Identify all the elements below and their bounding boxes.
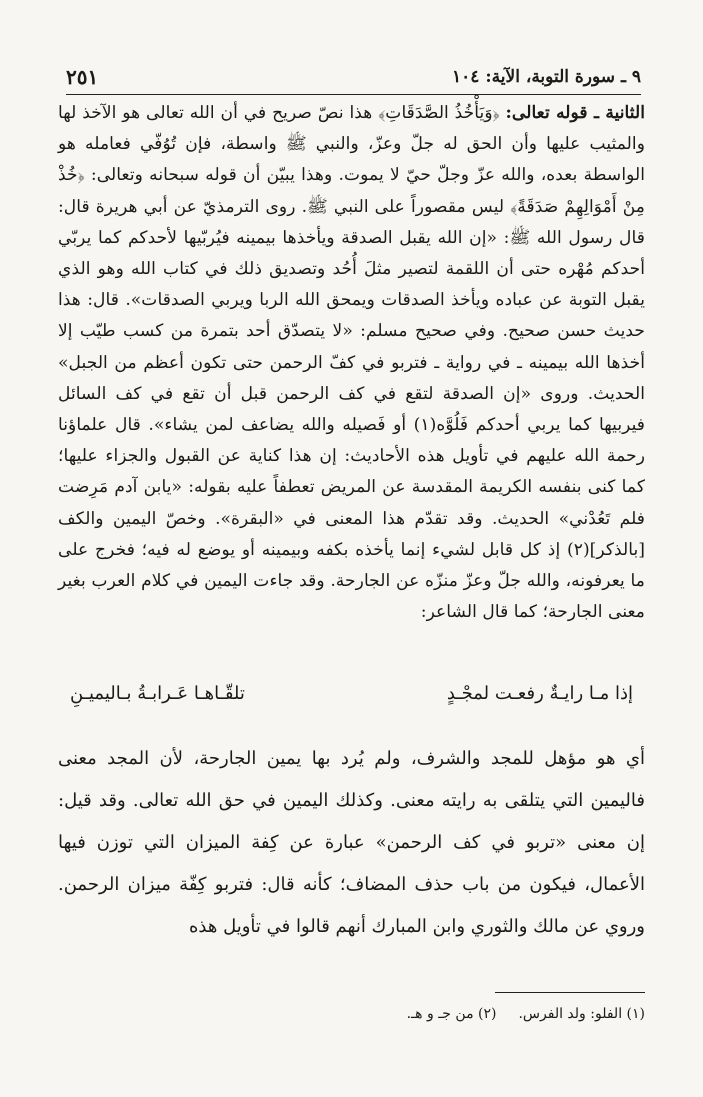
main-text-block-continued xyxy=(58,720,645,966)
footnote-1: (١) الفلو: ولد الفرس. xyxy=(518,1006,645,1022)
page-header xyxy=(66,60,641,95)
footnote-2: (٢) من جـ و هـ. xyxy=(406,1006,497,1022)
paragraph-text: ﴿وَيَأْخُذُ الصَّدَقَاتِ﴾ هذا نصّ صريح في أن الله تعالى هو الآخذ لها والمثيب عليها وأن الحق له جلّ وعزّ، والنبي ﷺ واسطة، فإن تُوُفّي فعامله هو الواسطة بعده، والله عزّ وجلّ حيّ لا يموت. وهذا يبيّن أن قوله سبحانه وتعالى: ﴿خُذْ مِنْ أَمْوَالِهِمْ صَدَقَةً﴾ ليس مقصوراً على النبي ﷺ. روى الترمذيّ عن أبي هريرة قال: قال رسول الله ﷺ: «إن الله يقبل الصدقة ويأخذها بيمينه فيُربّيها لأحدكم كما يربّي أحدكم مُهْره حتى أن اللقمة لتصير مثلَ أُحُد وتصديق ذلك في كتاب الله وهو الذي يقبل التوبة عن عباده ويأخذ الصدقات ويمحق الله الربا ويربي الصدقات». قال: هذا حديث حسن صحيح. وفي صحيح مسلم: «لا يتصدّق أحد بتمرة من كسب طيّب إلا أخذها الله بيمينه ـ في رواية ـ فتربو في كفّ الرحمن حتى تكون أعظم من الجبل» الحديث. وروى «إن الصدقة لتقع في كف الرحمن قبل أن تقع في كف السائل فيربيها كما يربي أحدكم فَلُوَّه(١) أو فَصيله والله يضاعف لمن يشاء». قال علماؤنا رحمة الله عليهم في تأويل هذه الأحاديث: إن هذا كناية عن القبول والجزاء عليها؛ كما كنى بنفسه الكريمة المقدسة عن المريض تعطفاً عليه بقوله: «يابن آدم مَرِضت فلم تَعُدْني» الحديث. وقد تقدّم هذا المعنى في «البقرة». وخصّ اليمين والكف [بالذكر](٢) إذ كل قابل لشيء إنما يأخذه بكفه وبيمينه أو يوضع له فيه؛ فخرج على ما يعرفونه، والله جلّ وعزّ منزّه عن الجارحة. وقد جاءت اليمين في كلام العرب بغير معنى الجارحة؛ كما قال الشاعر: xyxy=(58,103,646,623)
section-lead: الثانية ـ قوله تعالى: xyxy=(505,103,645,123)
footnotes xyxy=(407,1006,645,1022)
verse-second-hemistich: تلقّـاهـا عَـرابـةُ بـاليميـنِ xyxy=(70,682,245,704)
paragraph xyxy=(58,98,645,628)
footnote-divider xyxy=(495,992,645,993)
paragraph-text: أي هو مؤهل للمجد والشرف، ولم يُرد بها يمين الجارحة، لأن المجد معنى فاليمين التي يتلقى به رايته معنى. وكذلك اليمين في حق الله تعالى. وقد قيل: إن معنى «تربو في كف الرحمن» عبارة عن كِفة الميزان التي توزن فيها الأعمال، فيكون من باب حذف المضاف؛ كأنه قال: فتربو كِفّة ميزان الرحمن. وروي عن مالك والثوري وابن المبارك أنهم قالوا في تأويل هذه xyxy=(58,748,645,937)
verse-first-hemistich: إذا مـا رايـةٌ رفعـت لمجْـدٍ xyxy=(446,682,633,704)
poetry-verse xyxy=(70,676,633,710)
page-number: ٢٥١ xyxy=(66,65,99,89)
main-text-block xyxy=(58,98,645,628)
running-head: ٩ ـ سورة التوبة، الآية: ١٠٤ xyxy=(452,67,641,87)
